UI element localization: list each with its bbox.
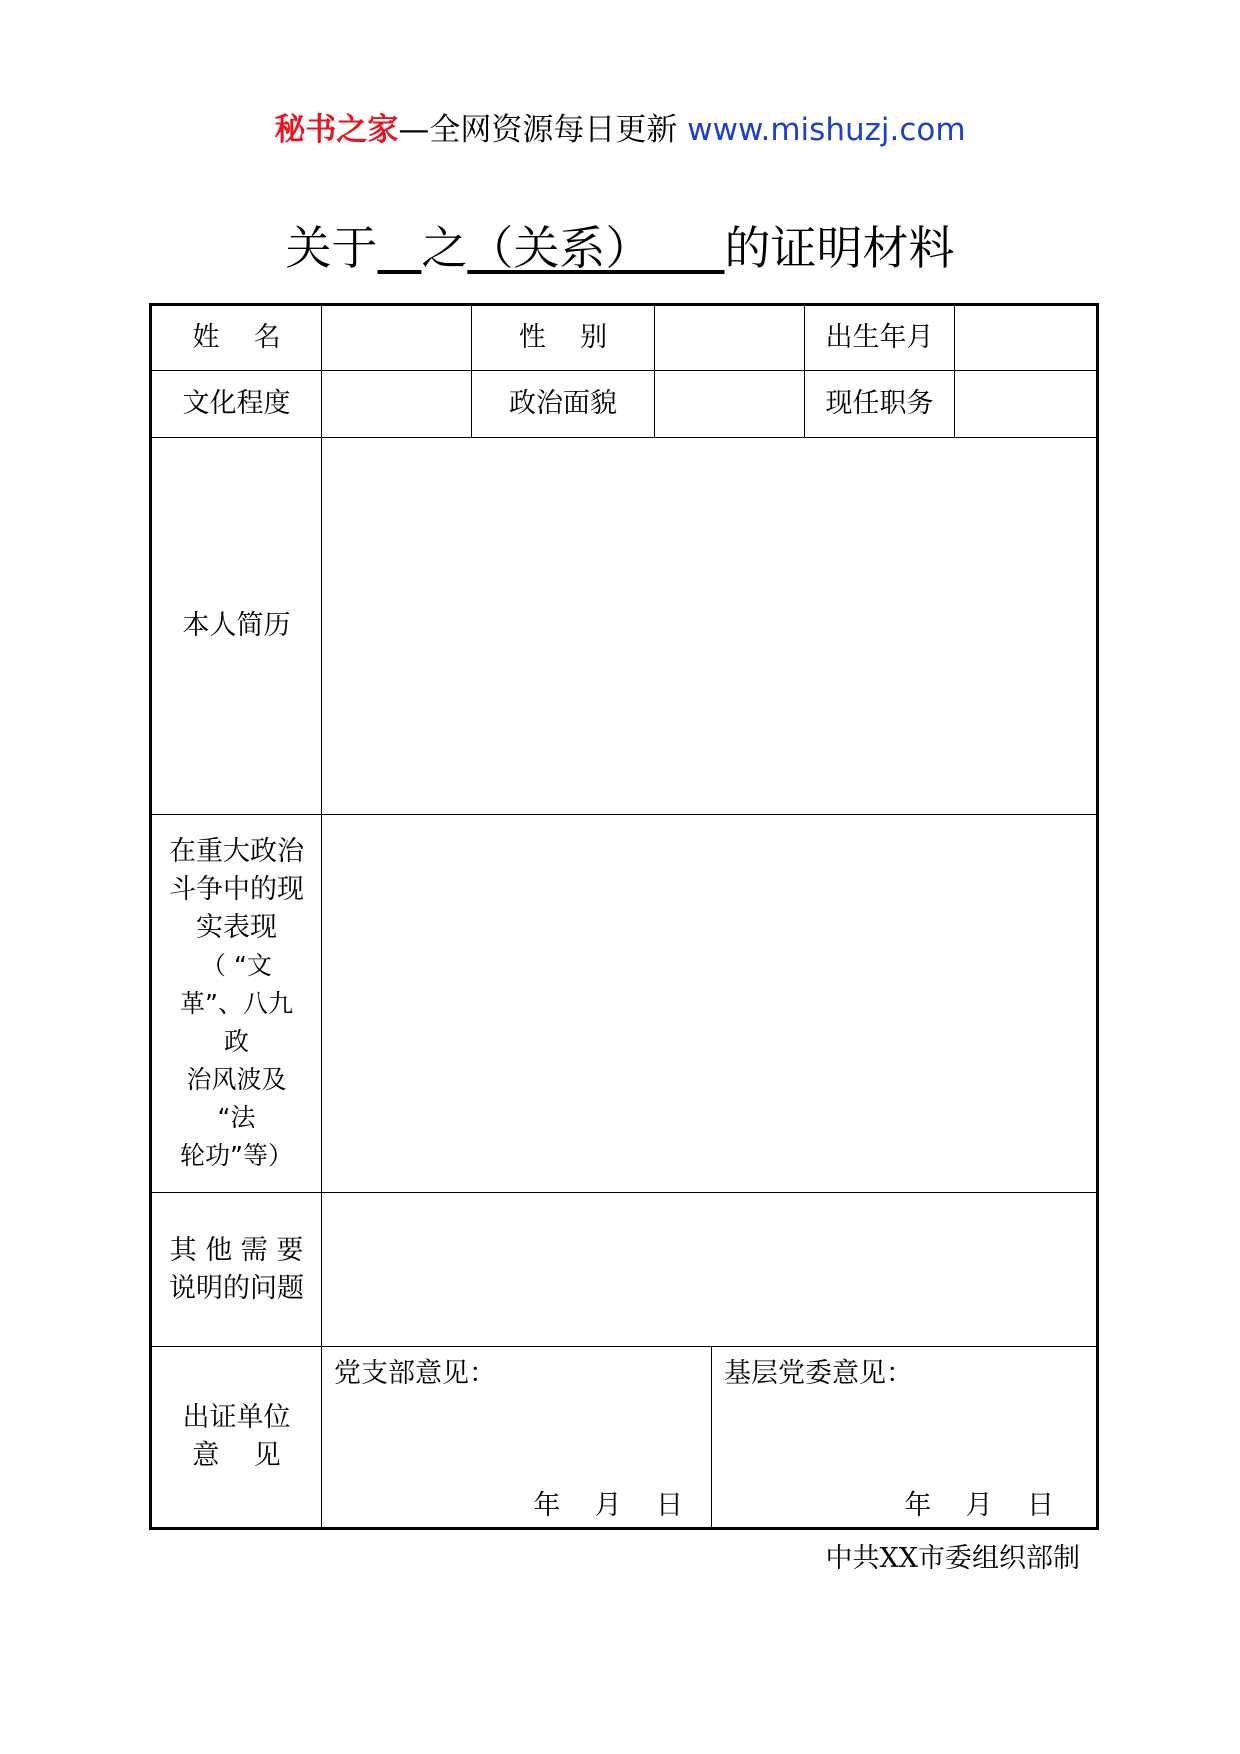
struggle-label-line2: 斗争中的现 bbox=[169, 873, 304, 905]
title-suffix: 的证明材料 bbox=[724, 221, 955, 275]
birth-field[interactable] bbox=[955, 306, 1096, 371]
site-header bbox=[0, 110, 1240, 150]
other-label: 其 他 需 要 说明的问题 bbox=[169, 1234, 304, 1304]
title-prefix: 关于 bbox=[285, 221, 378, 275]
struggle-label-line3: 实表现 bbox=[196, 911, 277, 943]
other-field[interactable] bbox=[322, 1193, 1096, 1347]
issuer-label: 出证单位 意 见 bbox=[182, 1402, 291, 1471]
gender-label: 性 别 bbox=[518, 322, 608, 353]
issuer-credit: 中共XX市委组织部制 bbox=[825, 1543, 1080, 1574]
education-label-cell bbox=[152, 371, 322, 438]
title-relation-blank: （关系） bbox=[467, 221, 725, 275]
resume-label: 本人简历 bbox=[182, 610, 291, 641]
branch-opinion-label: 党支部意见： bbox=[334, 1358, 496, 1389]
committee-opinion-label: 基层党委意见： bbox=[724, 1358, 913, 1389]
brand-name: 秘书之家 bbox=[274, 112, 399, 148]
political-label: 政治面貌 bbox=[509, 388, 617, 419]
title-name-blank bbox=[378, 218, 422, 278]
committee-date: 年 月 日 bbox=[904, 1490, 1054, 1521]
site-url-link[interactable]: www.mishuzj.com bbox=[687, 112, 966, 148]
struggle-label-cell bbox=[152, 815, 322, 1193]
name-label: 姓 名 bbox=[192, 322, 281, 353]
birth-label: 出生年月 bbox=[825, 322, 934, 353]
struggle-label-detail: （ “文 革”、八九 政 治风波及 “法 轮功”等） bbox=[180, 950, 293, 1170]
struggle-label-line1: 在重大政治 bbox=[169, 835, 304, 867]
position-label-cell bbox=[805, 371, 955, 438]
position-field[interactable] bbox=[955, 371, 1096, 438]
branch-opinion-field[interactable] bbox=[322, 1347, 712, 1527]
birth-label-cell bbox=[805, 306, 955, 371]
political-field[interactable] bbox=[655, 371, 805, 438]
certificate-form bbox=[149, 303, 1099, 1530]
issuer-label-cell bbox=[152, 1347, 322, 1527]
resume-label-cell bbox=[152, 438, 322, 815]
struggle-field[interactable] bbox=[322, 815, 1096, 1193]
tagline: —全网资源每日更新 bbox=[398, 112, 688, 148]
resume-field[interactable] bbox=[322, 438, 1096, 815]
gender-field[interactable] bbox=[655, 306, 805, 371]
document-title bbox=[0, 218, 1240, 278]
committee-opinion-field[interactable] bbox=[712, 1347, 1096, 1527]
position-label: 现任职务 bbox=[825, 388, 934, 419]
education-field[interactable] bbox=[322, 371, 472, 438]
education-label: 文化程度 bbox=[182, 388, 291, 419]
branch-date: 年 月 日 bbox=[533, 1490, 683, 1521]
gender-label-cell bbox=[472, 306, 655, 371]
political-label-cell bbox=[472, 371, 655, 438]
name-label-cell bbox=[152, 306, 322, 371]
name-field[interactable] bbox=[322, 306, 472, 371]
other-label-cell bbox=[152, 1193, 322, 1347]
title-connector: 之 bbox=[421, 221, 468, 275]
